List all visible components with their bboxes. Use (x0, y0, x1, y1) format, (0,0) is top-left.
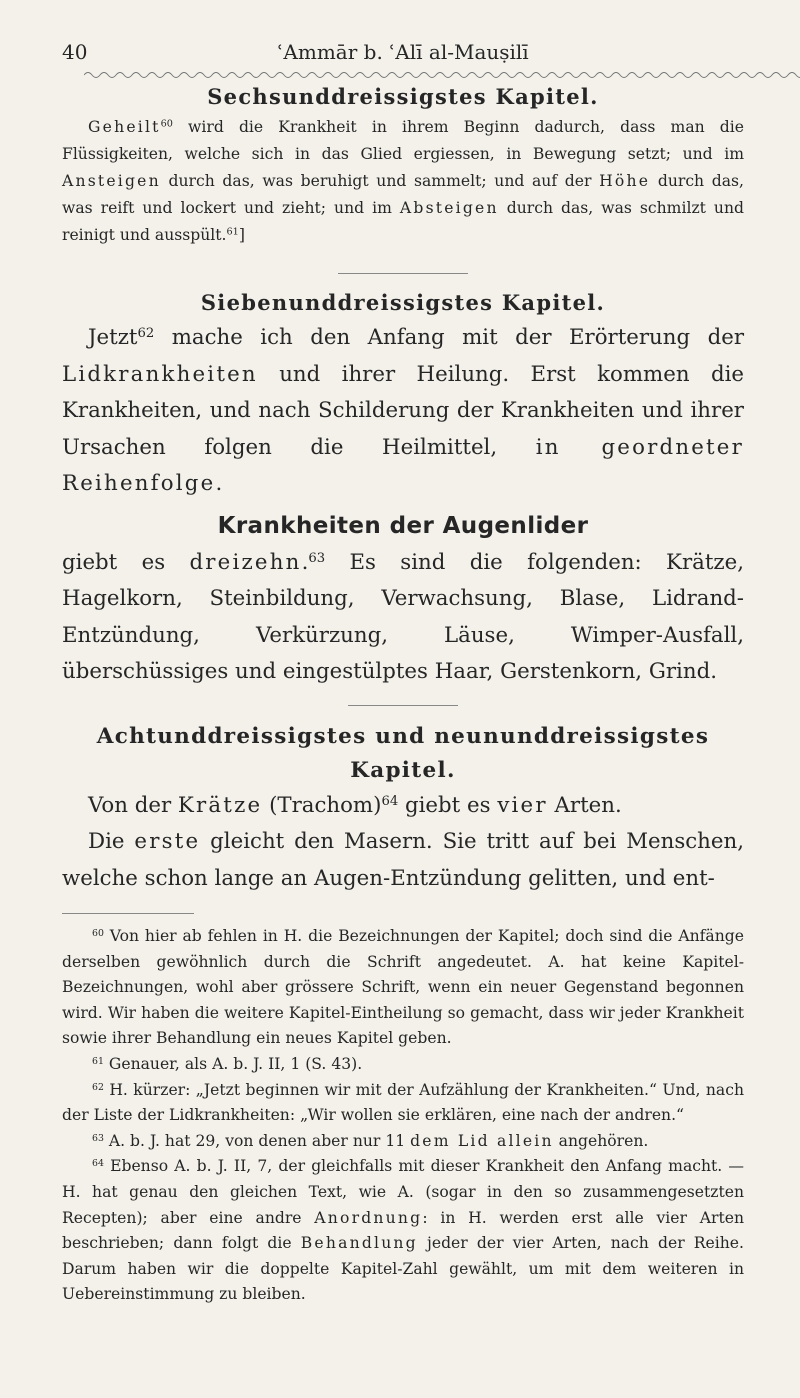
footnote-63: $^{63}$ A. b. J. hat 29, von denen aber nur 11 dem Lid allein angehören. (92, 1131, 649, 1150)
ornamental-wavy-rule (84, 70, 800, 80)
book-page (62, 40, 744, 1308)
chapter-38-39-heading: Achtunddreissigstes und neununddreissigstes Kapitel. (96, 723, 710, 783)
footnote-64: $^{64}$ Ebenso A. b. J. II, 7, der gleichfalls mit dieser Krankheit den Anfang macht. — H. hat genau den gleichen Text, wie A. (sogar in den so zusammengesetzten Recepten); aber eine andre Anordnung: in H. werden erst alle vier Arten beschrieben; dann folgt die Behandlung jeder der vier Arten, nach der Reihe. Darum haben wir die doppelte Kapitel-Zahl gewählt, um mit dem weiteren in Uebereinstimmung zu bleiben. (62, 1157, 744, 1304)
subheading-augenlider: Krankheiten der Augenlider (217, 512, 589, 539)
page-header (62, 40, 744, 74)
section-divider (348, 705, 458, 706)
section-divider (338, 273, 468, 274)
trachom-first-kind: Die erste gleicht den Masern. Sie tritt auf bei Menschen, welche schon lange an Augen-Entzündung gelitten, und ent- (62, 829, 744, 891)
footnote-rule (62, 913, 194, 914)
chapter-36-text: Geheilt$^{60}$ wird die Krankheit in ihrem Beginn dadurch, dass man die Flüssigkeiten, welche sich in das Glied ergiessen, in Bewegung setzt; und im Ansteigen durch das, was beruhigt und sammelt; und auf der Höhe durch das, was reift und lockert und zieht; und im Absteigen durch das, was schmilzt und reinigt und ausspült.$^{61}$] (62, 118, 744, 244)
eyelid-diseases-list: giebt es dreizehn.$^{63}$ Es sind die folgenden: Krätze, Hagelkorn, Steinbildung, Verwachsung, Blase, Lidrand-Entzündung, Verkürzung, Läuse, Wimper-Ausfall, überschüssiges und eingestülptes Haar, Gerstenkorn, Grind. (62, 549, 745, 684)
trachom-intro: Von der Krätze (Trachom)$^{64}$ giebt es vier Arten. (88, 792, 622, 818)
chapter-37-heading: Siebenunddreissigstes Kapitel. (200, 290, 606, 315)
chapter-36-heading: Sechsunddreissigstes Kapitel. (207, 84, 599, 109)
footnote-62: $^{62}$ H. kürzer: „Jetzt beginnen wir mit der Aufzählung der Krankheiten.“ Und, nach der Liste der Lidkrankheiten: „Wir wollen sie erklären, eine nach der andren.“ (62, 1080, 744, 1125)
footnote-60: $^{60}$ Von hier ab fehlen in H. die Bezeichnungen der Kapitel; doch sind die Anfänge derselben gewöhnlich durch die Schrift angedeutet. A. hat keine Kapitel-Bezeichnungen, wohl aber grössere Schrift, wenn ein neuer Gegenstand begonnen wird. Wir haben die weitere Kapitel-Eintheilung so gemacht, dass wir jeder Krankheit sowie ihrer Behandlung ein neues Kapitel geben. (62, 927, 744, 1048)
page-number: 40 (62, 40, 88, 64)
running-head: ʿAmmār b. ʿAlī al-Mauṣilī (277, 40, 529, 64)
chapter-37-text: Jetzt$^{62}$ mache ich den Anfang mit der Erörterung der Lidkrankheiten und ihrer Heilung. Erst kommen die Krankheiten, und nach Schilderung der Krankheiten und ihrer Ursachen folgen die Heilmittel, in geordneter Reihenfolge. (62, 325, 744, 496)
footnote-61: $^{61}$ Genauer, als A. b. J. II, 1 (S. 43). (92, 1054, 363, 1073)
